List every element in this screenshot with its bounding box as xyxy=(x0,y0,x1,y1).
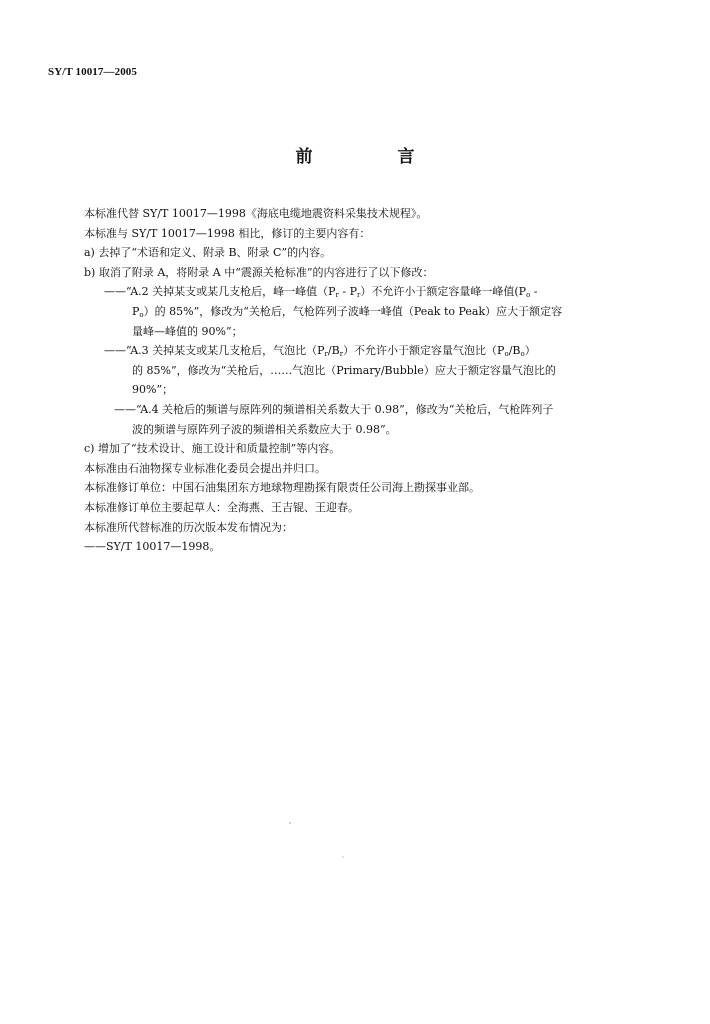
paragraph-drafters: 本标准修订单位主要起草人：全海燕、王吉锟、王迎春。 xyxy=(84,500,359,514)
paragraph-previous-edition: ——SY/T 10017—1998。 xyxy=(84,540,221,554)
paragraph-replacement: 本标准代替 SY/T 10017—1998《海底电缆地震资料采集技术规程》。 xyxy=(84,207,428,220)
page-title: 前 言 xyxy=(295,147,449,167)
paragraph-history-intro: 本标准所代替标准的历次版本发布情况为： xyxy=(84,520,293,534)
paragraph-proposer: 本标准由石油物探专业标准化委员会提出并归口。 xyxy=(84,461,326,475)
sub-item-a2-line3: 量峰—峰值的 90%”； xyxy=(132,324,243,338)
list-item-c: c) 增加了“技术设计、施工设计和质量控制”等内容。 xyxy=(84,442,341,456)
sub-item-a3-line2: 的 85%”，修改为“关枪后，……气泡比（Primary/Bubble）应大于额定容量气泡比的 xyxy=(132,363,556,377)
list-item-b: b) 取消了附录 A，将附录 A 中“震源关枪标准”的内容进行了以下修改： xyxy=(84,265,434,279)
sub-item-a2-line2: $P_o$）的 85%”，修改为“关枪后，气枪阵列子波峰一峰值（Peak to Peak）应大于额定容 xyxy=(132,304,563,319)
standard-code-header: SY/T 10017—2005 xyxy=(48,66,138,78)
sub-item-a4-line1: ——“A.4 关枪后的频谱与原阵列的频谱相关系数大于 0.98”，修改为“关枪后，气枪阵列子 xyxy=(114,402,554,416)
sub-item-a3-line3: 90%”； xyxy=(132,383,174,397)
sub-item-a3-line1: ——“A.3 关掉某支或某几支枪后，气泡比$(P_r/B_r)$不允许小于额定容量气泡比$(P_o/B_o)$ xyxy=(104,344,536,359)
list-item-a: a) 去掉了“术语和定义、附录 B、附录 C”的内容。 xyxy=(84,246,332,260)
paragraph-revising-unit: 本标准修订单位：中国石油集团东方地球物理勘探有限责任公司海上勘探事业部。 xyxy=(84,481,480,495)
sub-item-a4-line2: 波的频谱与原阵列子波的频谱相关系数应大于 0.98”。 xyxy=(132,422,397,436)
sub-item-a2-line1: ——“A.2 关掉某支或某几支枪后，峰一峰值$(P_r - P_r)$不允许小于额定容量峰一峰值($P_o$ - xyxy=(104,285,538,300)
paragraph-changes-intro: 本标准与 SY/T 10017—1998 相比，修订的主要内容有： xyxy=(84,226,371,240)
